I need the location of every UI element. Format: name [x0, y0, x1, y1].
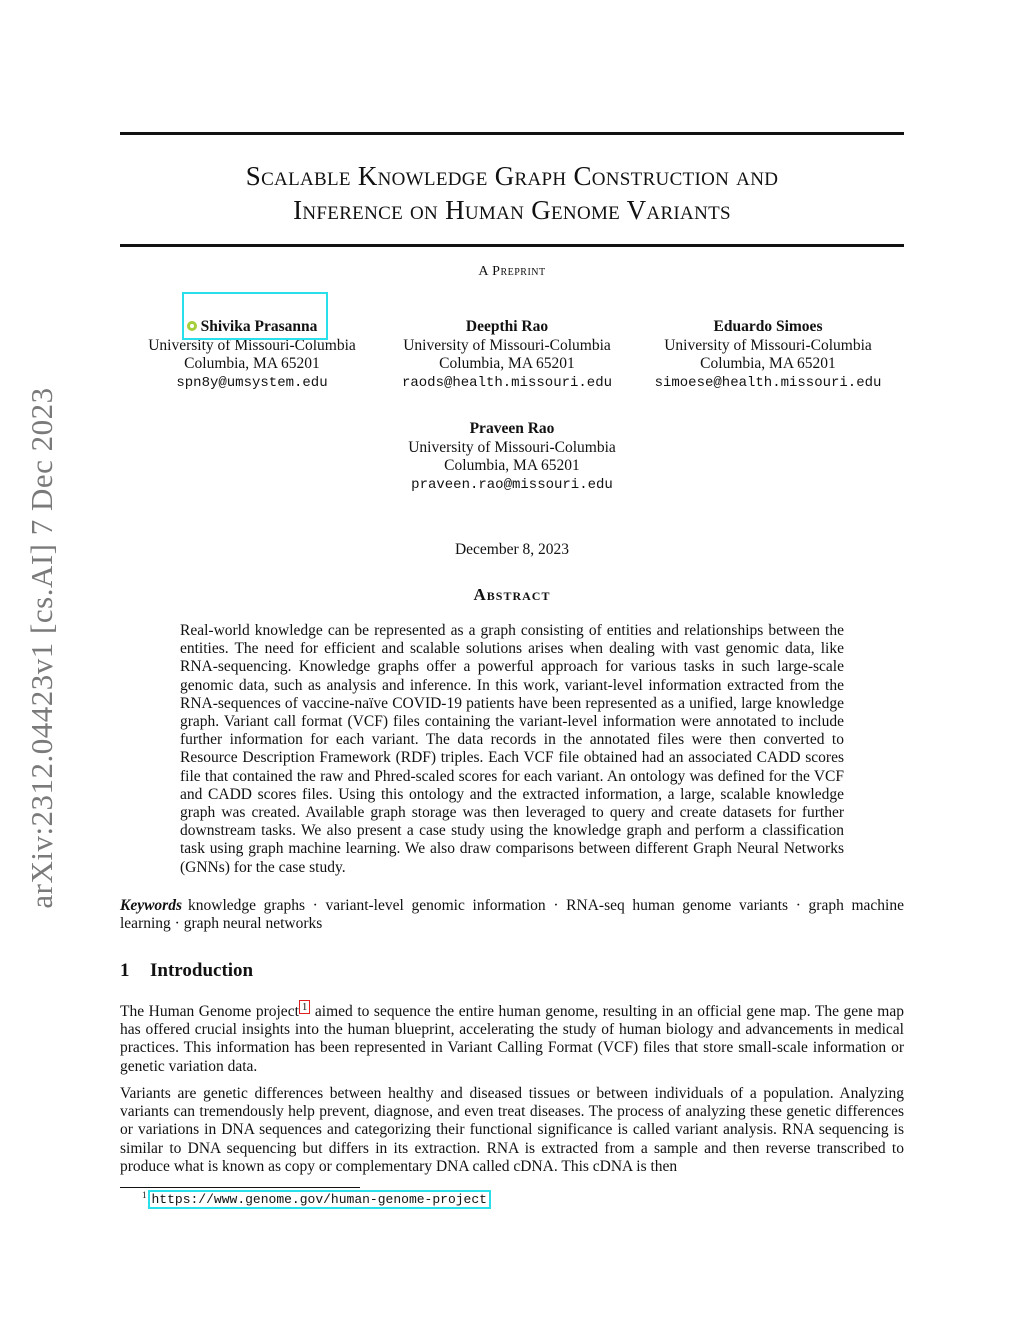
author-link-highlight[interactable] [182, 292, 328, 340]
abstract-heading: Abstract [473, 585, 551, 604]
author-affiliation: University of Missouri-Columbia [664, 336, 872, 354]
paper-title-line-2: Inference on Human Genome Variants [293, 195, 731, 225]
section-number: 1 [120, 960, 130, 981]
publication-date: December 8, 2023 [454, 541, 570, 558]
author-email[interactable]: raods@health.missouri.edu [401, 374, 613, 391]
author-email[interactable]: simoese@health.missouri.edu [654, 374, 882, 391]
footnote-mark: 1 [142, 1190, 147, 1200]
author-email[interactable]: praveen.rao@missouri.edu [411, 476, 613, 493]
author-name: Eduardo Simoes [713, 318, 823, 335]
intro-paragraph-2: Variants are genetic differences between healthy and diseased tissues or between individuals of a population. Analyzing variants can tremendously help prevent, diagnose, and even treat diseases. The process of analyzing these genetic differences or variations in DNA sequences and categorizing their functional significance is called variant analysis. RNA sequencing is similar to DNA sequencing but differs in its extraction. RNA is extracted from a sample and then reverse transcribed to produce what is known as copy or complementary DNA called cDNA. This cDNA is then [120, 1085, 904, 1175]
keywords [120, 897, 904, 933]
section-title: Introduction [150, 960, 254, 981]
abstract-text: Real-world knowledge can be represented as a graph consisting of entities and relationships between the entities. The need for efficient and scalable solutions arises when dealing with vast genomic data, like RNA-sequencing. Knowledge graphs offer a powerful approach for various tasks in such large-scale genomic data, such as analysis and inference. In this work, variant-level information extracted from the RNA-sequences of vaccine-naïve COVID-19 patients have been represented as a unified, large knowledge graph. Variant call format (VCF) files containing the variant-level information were annotated to include further information for each variant. The data records in the annotated files were then converted to Resource Description Framework (RDF) triples. Each VCF file obtained had an associated CADD scores file that contained the raw and Phred-scaled scores for each variant. An ontology was defined for the VCF and CADD scores files. Using this ontology and the extracted information, a large, scalable knowledge graph was created. Available graph storage was then leveraged to query and create datasets for further downstream tasks. We also present a case study using the knowledge graph and perform a classification task using graph machine learning. We also draw comparisons between different Graph Neural Networks (GNNs) for the case study. [180, 622, 844, 876]
author-email[interactable]: spn8y@umsystem.edu [176, 374, 328, 391]
footnote-rule [120, 1187, 360, 1188]
paragraph-text: The Human Genome project [120, 1003, 299, 1020]
section-heading [120, 960, 253, 982]
author-location: Columbia, MA 65201 [700, 355, 836, 372]
author-name[interactable]: Shivika Prasanna [200, 318, 318, 335]
author-name: Praveen Rao [469, 420, 555, 437]
paper-title-line-1: Scalable Knowledge Graph Construction and [245, 161, 779, 191]
author-block-4 [390, 420, 634, 494]
author-affiliation: University of Missouri-Columbia [403, 336, 611, 354]
footnote-url-link[interactable]: https://www.genome.gov/human-genome-project [148, 1190, 491, 1209]
author-location: Columbia, MA 65201 [439, 355, 575, 372]
author-location: Columbia, MA 65201 [444, 457, 580, 474]
keywords-text: knowledge graphs · variant-level genomic information · RNA-seq human genome variants · graph machine learning · graph neural networks [120, 897, 904, 933]
author-block-2 [385, 318, 629, 392]
title-bottom-rule [120, 244, 904, 247]
author-affiliation: University of Missouri-Columbia [408, 438, 616, 456]
author-block-3 [640, 318, 896, 392]
keywords-label: Keywords [120, 897, 182, 914]
footnote-reference-link[interactable]: 1 [299, 1000, 311, 1014]
preprint-label: A Preprint [478, 264, 546, 279]
paragraph-text: aimed to sequence the entire human genome, resulting in an official gene map. The gene map has offered crucial insights into the human blueprint, accelerating the study of human biology and advancements in medical practices. This information has been represented in Variant Calling Format (VCF) files that store small-scale information or genetic variation data. [120, 1003, 904, 1075]
author-location: Columbia, MA 65201 [184, 355, 320, 372]
footnote [142, 1190, 491, 1207]
author-affiliation: University of Missouri-Columbia [148, 336, 356, 354]
author-name: Deepthi Rao [465, 318, 549, 335]
title-top-rule [120, 132, 904, 135]
arxiv-identifier: arXiv:2312.04423v1 [cs.AI] 7 Dec 2023 [24, 387, 59, 909]
intro-paragraph-1 [120, 1000, 904, 1076]
